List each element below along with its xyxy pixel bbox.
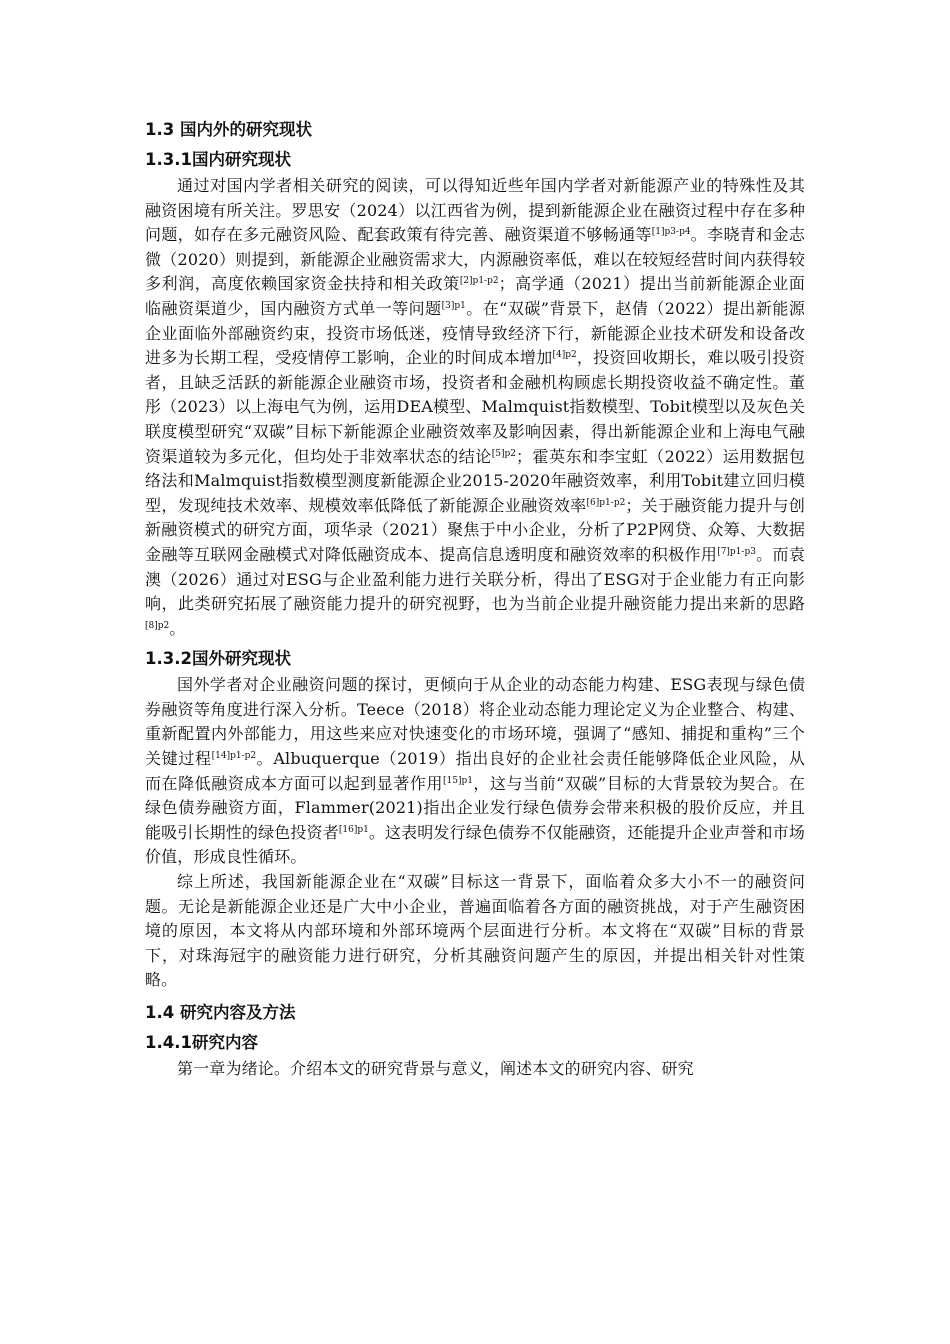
paragraph-text: 。: [169, 618, 186, 638]
citation-marker: [14]p1-p2: [211, 751, 257, 762]
section-heading: 1.4 研究内容及方法: [145, 1003, 296, 1022]
paragraph-text: ，投资回收期长，难以吸引投资者，且缺乏活跃的新能源企业融资市场，投资者和金融机构顾虑长期投资收益不确定性。董彤（2023）以上海电气为例，运用DEA模型、Malmquist指数模型、Tobit模型以及灰色关联度模型研究“双碳”目标下新能源企业融资效率及影响因素，得出新能源企业和上海电气融资渠道较为多元化，但均处于非效率状态的结论: [145, 348, 805, 466]
paragraph-text: 。Albuquerque（2019）指出良好的企业社会责任能够降低企业风险，从而在降低融资成本方面可以起到显著作用: [145, 749, 806, 793]
citation-marker: [2]p1-p2: [459, 276, 499, 287]
paragraph-text: 。这表明发行绿色债券不仅能融资，还能提升企业声誉和市场价值，形成良性循环。: [145, 822, 805, 867]
document-body: [145, 118, 805, 1082]
citation-marker: [8]p2: [145, 620, 170, 631]
section-heading: 1.3 国内外的研究现状: [145, 120, 312, 139]
paragraph-text: 综上所述，我国新能源企业在“双碳”目标这一背景下，面临着众多大小不一的融资问题。无论是新能源企业还是广大中小企业，普遍面临着各方面的融资挑战，对于产生融资困境的原因，本文将从内部环境和外部环境两个层面进行分析。本文将在“双碳”目标的背景下，对珠海冠宇的融资能力进行研究，分析其融资问题产生的原因，并提出相关针对性策略。: [145, 872, 805, 990]
paragraph-text: 。李晓青和金志微（2020）则提到，新能源企业融资需求大，内源融资率低，难以在较短经营时间内获得较多利润，高度依赖国家资金扶持和相关政策: [145, 225, 805, 294]
paragraph-text: ；高学通（2021）提出当前新能源企业面临融资渠道少，国内融资方式单一等问题: [145, 274, 805, 318]
paragraph-text: ；关于融资能力提升与创新融资模式的研究方面，项华录（2021）聚焦于中小企业，分析了P2P网贷、众筹、大数据金融等互联网金融模式对降低融资成本、提高信息透明度和融资效率的积极作用: [145, 495, 805, 564]
citation-marker: [16]p1: [338, 824, 369, 835]
paragraph-text: 。而袁澳（2026）通过对ESG与企业盈利能力进行关联分析，得出了ESG对于企业能力有正向影响，此类研究拓展了融资能力提升的研究视野，也为当前企业提升融资能力提出来新的思路: [145, 544, 805, 614]
citation-marker: [1]p3-p4: [651, 227, 691, 238]
body-paragraph: [145, 870, 805, 993]
body-paragraph: [145, 174, 805, 641]
citation-marker: [5]p2: [491, 448, 516, 459]
citation-marker: [3]p1: [441, 300, 466, 311]
paragraph-text: ，这与当前“双碳”目标的大背景较为契合。在绿色债券融资方面，Flammer(2021)指出企业发行绿色债券会带来积极的股价反应，并且能吸引长期性的绿色投资者: [145, 773, 805, 842]
subsection-heading: 1.3.2国外研究现状: [145, 649, 291, 669]
citation-marker: [15]p1: [443, 775, 473, 786]
paragraph-text: 第一章为绪论。介绍本文的研究背景与意义，阐述本文的研究内容、研究: [177, 1059, 694, 1078]
body-paragraph: [145, 673, 805, 870]
paragraph-text: ；霍英东和李宝虹（2022）运用数据包络法和Malmquist指数模型测度新能源企业2015-2020年融资效率，利用Tobit建立回归模型，发现纯技术效率、规模效率低降低了新能源企业融资效率: [145, 446, 805, 515]
citation-marker: [4]p2: [552, 350, 577, 361]
paragraph-text: 通过对国内学者相关研究的阅读，可以得知近些年国内学者对新能源产业的特殊性及其融资困境有所关注。罗思安（2024）以江西省为例，提到新能源企业在融资过程中存在多种问题，如存在多元融资风险、配套政策有待完善、融资渠道不够畅通等: [145, 176, 805, 245]
citation-marker: [6]p1-p2: [586, 497, 626, 508]
subsection-heading: 1.4.1研究内容: [145, 1033, 258, 1052]
subsection-heading: 1.3.1国内研究现状: [145, 150, 291, 169]
paragraph-text: 国外学者对企业融资问题的探讨，更倾向于从企业的动态能力构建、ESG表现与绿色债券融资等角度进行深入分析。Teece（2018）将企业动态能力理论定义为企业整合、构建、重新配置内外部能力，用这些来应对快速变化的市场环境，强调了“感知、捕捉和重构”三个关键过程: [145, 675, 805, 769]
paragraph-text: 。在“双碳”背景下，赵倩（2022）提出新能源企业面临外部融资约束，投资市场低迷，疫情导致经济下行，新能源企业技术研发和设备改进多为长期工程，受疫情停工影响，企业的时间成本增加: [145, 298, 806, 368]
citation-marker: [7]p1-p3: [717, 546, 756, 557]
body-paragraph: [145, 1057, 805, 1082]
